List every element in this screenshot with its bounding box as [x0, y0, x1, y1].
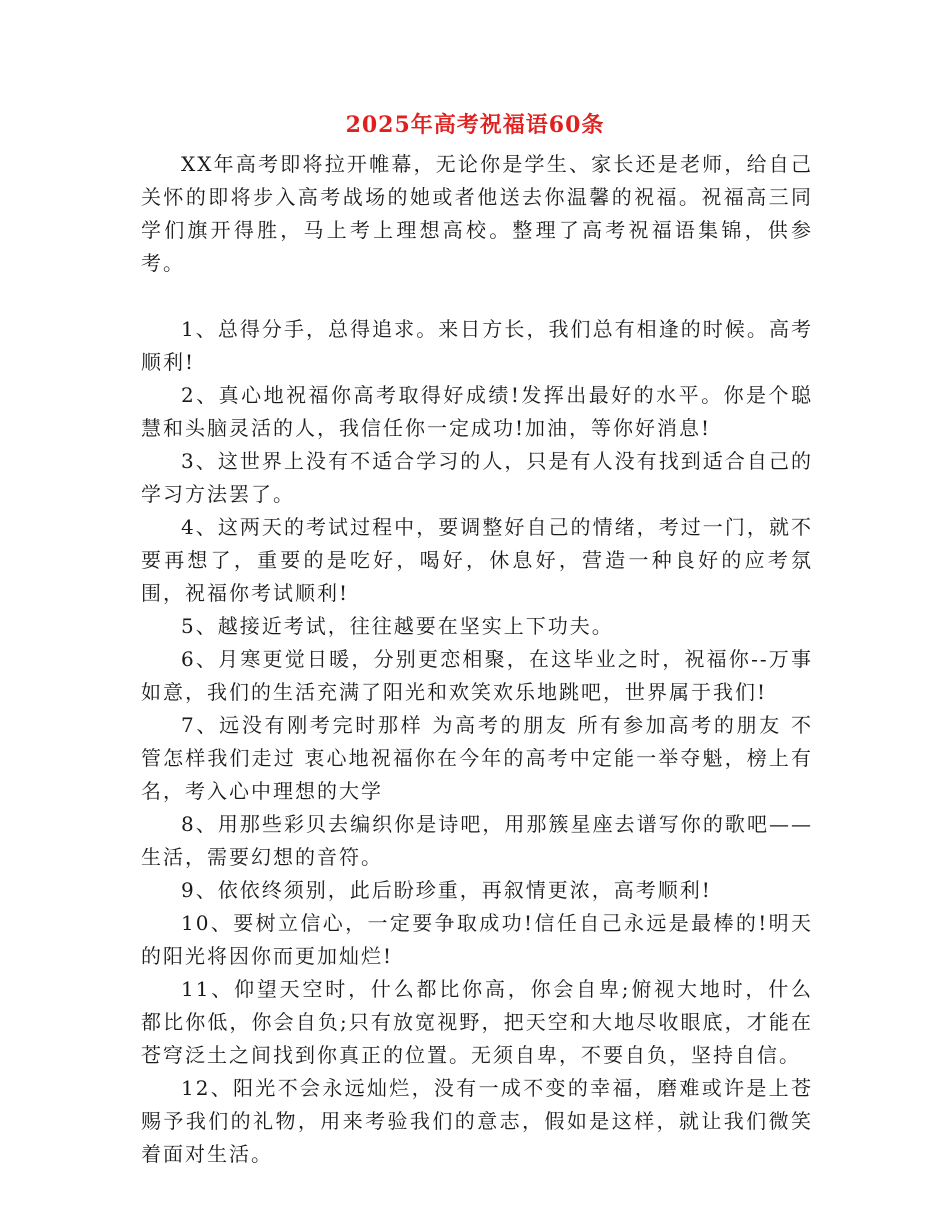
intro-paragraph: XX年高考即将拉开帷幕，无论你是学生、家长还是老师，给自己关怀的即将步入高考战场的她或者他送去你温馨的祝福。祝福高三同学们旗开得胜，马上考上理想高校。整理了高考祝福语集锦，供参考。 [141, 152, 813, 275]
wish-item-10: 10、要树立信心，一定要争取成功!信任自己永远是最棒的!明天的阳光将因你而更加灿烂! [141, 911, 813, 968]
document-body [141, 148, 813, 1171]
wish-item-7: 7、远没有刚考完时那样 为高考的朋友 所有参加高考的朋友 不管怎样我们走过 衷心地祝福你在今年的高考中定能一举夺魁，榜上有名，考入心中理想的大学 [141, 713, 813, 803]
wish-item-2: 2、真心地祝福你高考取得好成绩!发挥出最好的水平。你是个聪慧和头脑灵活的人，我信任你一定成功!加油，等你好消息! [141, 383, 813, 440]
wish-item-3: 3、这世界上没有不适合学习的人，只是有人没有找到适合自己的学习方法罢了。 [141, 449, 813, 506]
wish-item-12: 12、阳光不会永远灿烂，没有一成不变的幸福，磨难或许是上苍赐予我们的礼物，用来考验我们的意志，假如是这样，就让我们微笑着面对生活。 [141, 1076, 813, 1166]
wish-item-5: 5、越接近考试，往往越要在坚实上下功夫。 [181, 614, 614, 638]
wish-item-4: 4、这两天的考试过程中，要调整好自己的情绪，考过一门，就不要再想了，重要的是吃好，喝好，休息好，营造一种良好的应考氛围，祝福你考试顺利! [141, 515, 813, 605]
wish-item-9: 9、依依终须别，此后盼珍重，再叙情更浓，高考顺利! [181, 878, 712, 902]
wish-item-11: 11、仰望天空时，什么都比你高，你会自卑;俯视大地时，什么都比你低，你会自负;只有放宽视野，把天空和大地尽收眼底，才能在苍穹泛土之间找到你真正的位置。无须自卑，不要自负，坚持自信。 [141, 977, 813, 1067]
wish-item-1: 1、总得分手，总得追求。来日方长，我们总有相逢的时候。高考顺利! [141, 317, 813, 374]
wish-item-8: 8、用那些彩贝去编织你是诗吧，用那簇星座去谱写你的歌吧——生活，需要幻想的音符。 [141, 812, 813, 869]
wish-item-6: 6、月寒更觉日暖，分别更恋相聚，在这毕业之时，祝福你--万事如意，我们的生活充满了阳光和欢笑欢乐地跳吧，世界属于我们! [141, 647, 813, 704]
document-title: 2025年高考祝福语60条 [345, 112, 605, 138]
